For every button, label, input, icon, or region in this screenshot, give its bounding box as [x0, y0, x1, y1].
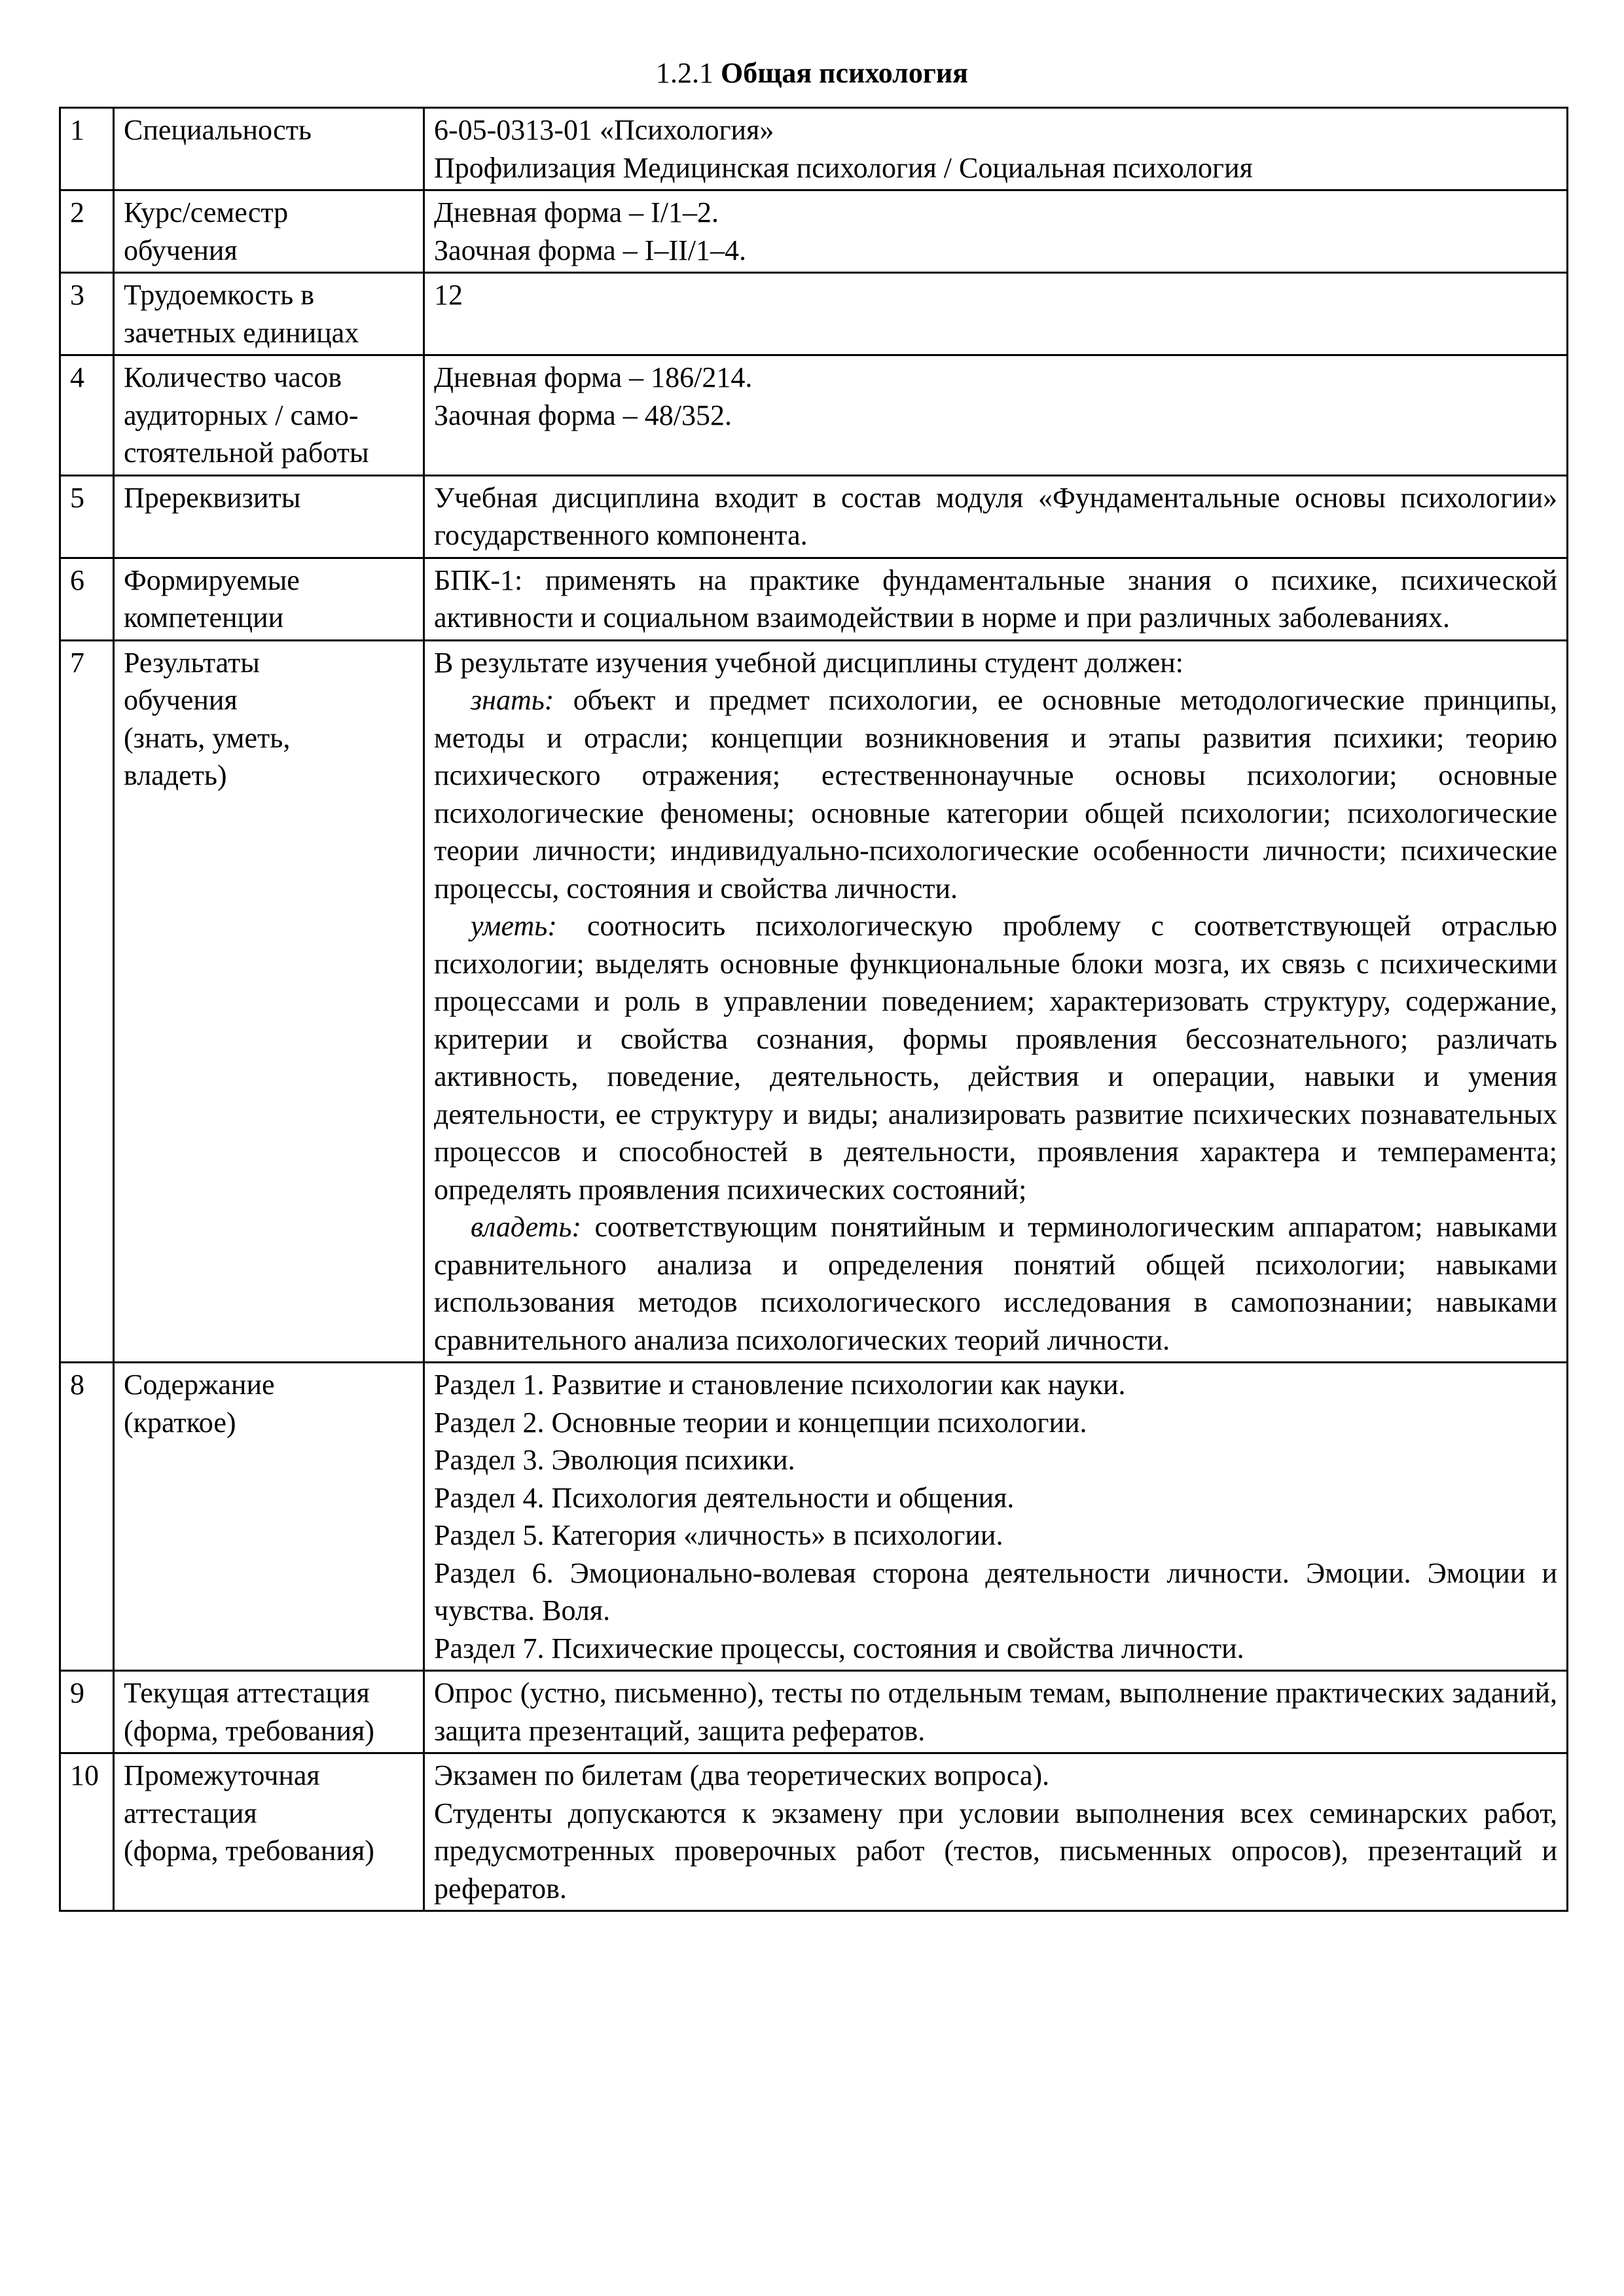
row-label: Промежуточная аттестация (форма, требования) [114, 1753, 424, 1911]
row-value: 6-05-0313-01 «Психология» Профилизация Медицинская психология / Социальная психология [424, 108, 1568, 190]
content-section: Раздел 4. Психология деятельности и общения. [434, 1481, 1015, 1514]
row-value: Дневная форма – 186/214. Заочная форма – 48/352. [424, 355, 1568, 476]
content-section: Раздел 2. Основные теории и концепции психологии. [434, 1406, 1087, 1439]
table-row [60, 190, 1568, 273]
content-section: Раздел 3. Эволюция психики. [434, 1444, 795, 1476]
row-label: Формируемые компетенции [114, 558, 424, 640]
table-row [60, 1671, 1568, 1753]
table-row [60, 108, 1568, 190]
row-label: Пререквизиты [114, 475, 424, 558]
row-number: 5 [60, 475, 114, 558]
row-value: Учебная дисциплина входит в состав модуля «Фундаментальные основы психологии» государственного компонента. [424, 475, 1568, 558]
row-label: Результаты обучения (знать, уметь, владеть) [114, 640, 424, 1363]
row-number: 1 [60, 108, 114, 190]
table-row [60, 355, 1568, 476]
row-value: БПК-1: применять на практике фундаментальные знания о психике, психической активности и социальном взаимодействии в норме и при различных заболеваниях. [424, 558, 1568, 640]
content-section: Раздел 6. Эмоционально-волевая сторона деятельности личности. Эмоции. Эмоции и чувства. Воля. [434, 1556, 1557, 1626]
discipline-table [59, 107, 1568, 1912]
row-value: Экзамен по билетам (два теоретических вопроса). Студенты допускаются к экзамену при условии выполнения всех семинарских работ, предусмотренных проверочных работ (тестов, письменных опросов), презентаций и рефератов. [424, 1753, 1568, 1911]
row-number: 4 [60, 355, 114, 476]
content-section: Раздел 1. Развитие и становление психологии как науки. [434, 1369, 1126, 1401]
row-label: Специальность [114, 108, 424, 190]
table-row [60, 640, 1568, 1363]
row-number: 3 [60, 273, 114, 355]
row-number: 9 [60, 1671, 114, 1753]
table-row [60, 273, 1568, 355]
row-label: Текущая аттестация (форма, требования) [114, 1671, 424, 1753]
page-title [0, 54, 1624, 93]
row-number: 10 [60, 1753, 114, 1911]
row-label: Количество часов аудиторных / само- стоятельной работы [114, 355, 424, 476]
row-label: Курс/семестр обучения [114, 190, 424, 273]
table-row [60, 1753, 1568, 1911]
row-number: 2 [60, 190, 114, 273]
results-know: знать: объект и предмет психологии, ее основные методологические принципы, методы и отрасли; концепции возникновения и этапы развития психики; теорию психического отражения; естественнонаучные основы психологии; основные психологические феномены; основные категории общей психологии; психологические теории личности; индивидуально-психологические особенности личности; психические процессы, состояния и свойства личности. [434, 684, 1557, 905]
row-number: 7 [60, 640, 114, 1363]
row-number: 6 [60, 558, 114, 640]
table-row [60, 1363, 1568, 1671]
row-value: 12 [424, 273, 1568, 355]
row-number: 8 [60, 1363, 114, 1671]
results-can: уметь: соотносить психологическую проблему с соответствующей отраслью психологии; выделять основные функциональные блоки мозга, их связь с психическими процессами и роль в управлении поведением; характеризовать структуру, содержание, критерии и свойства сознания, формы проявления бессознательного; различать активность, поведение, деятельность, действия и операции, навыки и умения деятельности, ее структуру и виды; анализировать развитие психических познавательных процессов и способностей в деятельности, проявления характера и темперамента; определять проявления психических состояний; [434, 910, 1557, 1206]
results-master: владеть: соответствующим понятийным и терминологическим аппаратом; навыками сравнительного анализа и определения понятий общей психологии; навыками использования методов психологического исследования в самопознании; навыками сравнительного анализа психологических теорий личности. [434, 1211, 1557, 1356]
table-row [60, 475, 1568, 558]
row-label: Содержание (краткое) [114, 1363, 424, 1671]
row-value [424, 640, 1568, 1363]
results-intro: В результате изучения учебной дисциплины студент должен: [434, 646, 1184, 679]
section-name: Общая психология [721, 57, 968, 89]
content-section: Раздел 5. Категория «личность» в психологии. [434, 1519, 1003, 1551]
section-number: 1.2.1 [656, 57, 713, 89]
content-section: Раздел 7. Психические процессы, состояния и свойства личности. [434, 1632, 1244, 1664]
row-value: Опрос (устно, письменно), тесты по отдельным темам, выполнение практических заданий, защита презентаций, защита рефератов. [424, 1671, 1568, 1753]
row-value: Дневная форма – I/1–2. Заочная форма – I–II/1–4. [424, 190, 1568, 273]
row-value [424, 1363, 1568, 1671]
table-row [60, 558, 1568, 640]
row-label: Трудоемкость в зачетных единицах [114, 273, 424, 355]
